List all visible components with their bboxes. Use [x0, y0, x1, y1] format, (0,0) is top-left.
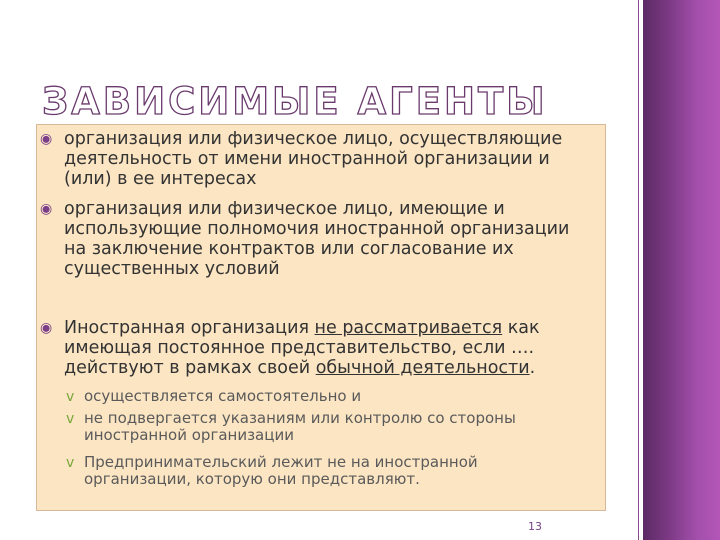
bullet-icon: ◉ — [40, 131, 53, 147]
decorative-side-band — [643, 0, 720, 540]
side-divider-line — [638, 0, 639, 540]
list-item: организация или физическое лицо, осуществляющие деятельность от имени иностранной организации и (или) в ее интересах — [64, 129, 563, 189]
item3-text-part3: . — [529, 358, 536, 378]
bullet-icon: ◉ — [40, 320, 53, 336]
item3-underlined-ordinary-activity: обычной деятельности — [315, 358, 530, 378]
sub-list-item — [66, 410, 586, 443]
check-bullet-icon: v — [66, 389, 75, 405]
sub-list-item — [66, 454, 586, 487]
sub-item-text-continued: иностранной организации — [84, 426, 294, 444]
page-number: 13 — [528, 520, 542, 533]
item3-underlined-not-considered: не рассматривается — [314, 318, 503, 338]
slide-title: ЗАВИСИМЫЕ АГЕНТЫ — [42, 80, 548, 123]
item3-text-part1: Иностранная организация — [64, 318, 315, 338]
list-item: организация или физическое лицо, имеющие и использующие полномочия иностранной организации на заключение контрактов или согласование их существенных условий — [64, 199, 570, 279]
sub-item-text: не подвергается указаниям или контролю со стороны — [84, 409, 516, 427]
sub-item-text: осуществляется самостоятельно и — [84, 387, 362, 405]
list-item — [64, 318, 584, 378]
check-bullet-icon: v — [66, 411, 75, 427]
item3-text-part2: как имеющая постоянное представительство, если …. действуют в рамках своей — [64, 318, 540, 378]
sub-item-text: Предпринимательский лежит не на иностранной — [84, 453, 478, 471]
check-bullet-icon: v — [66, 455, 75, 471]
sub-item-text-continued: организации, которую они представляют. — [84, 470, 420, 488]
bullet-icon: ◉ — [40, 201, 53, 217]
sub-list-item — [66, 388, 586, 405]
